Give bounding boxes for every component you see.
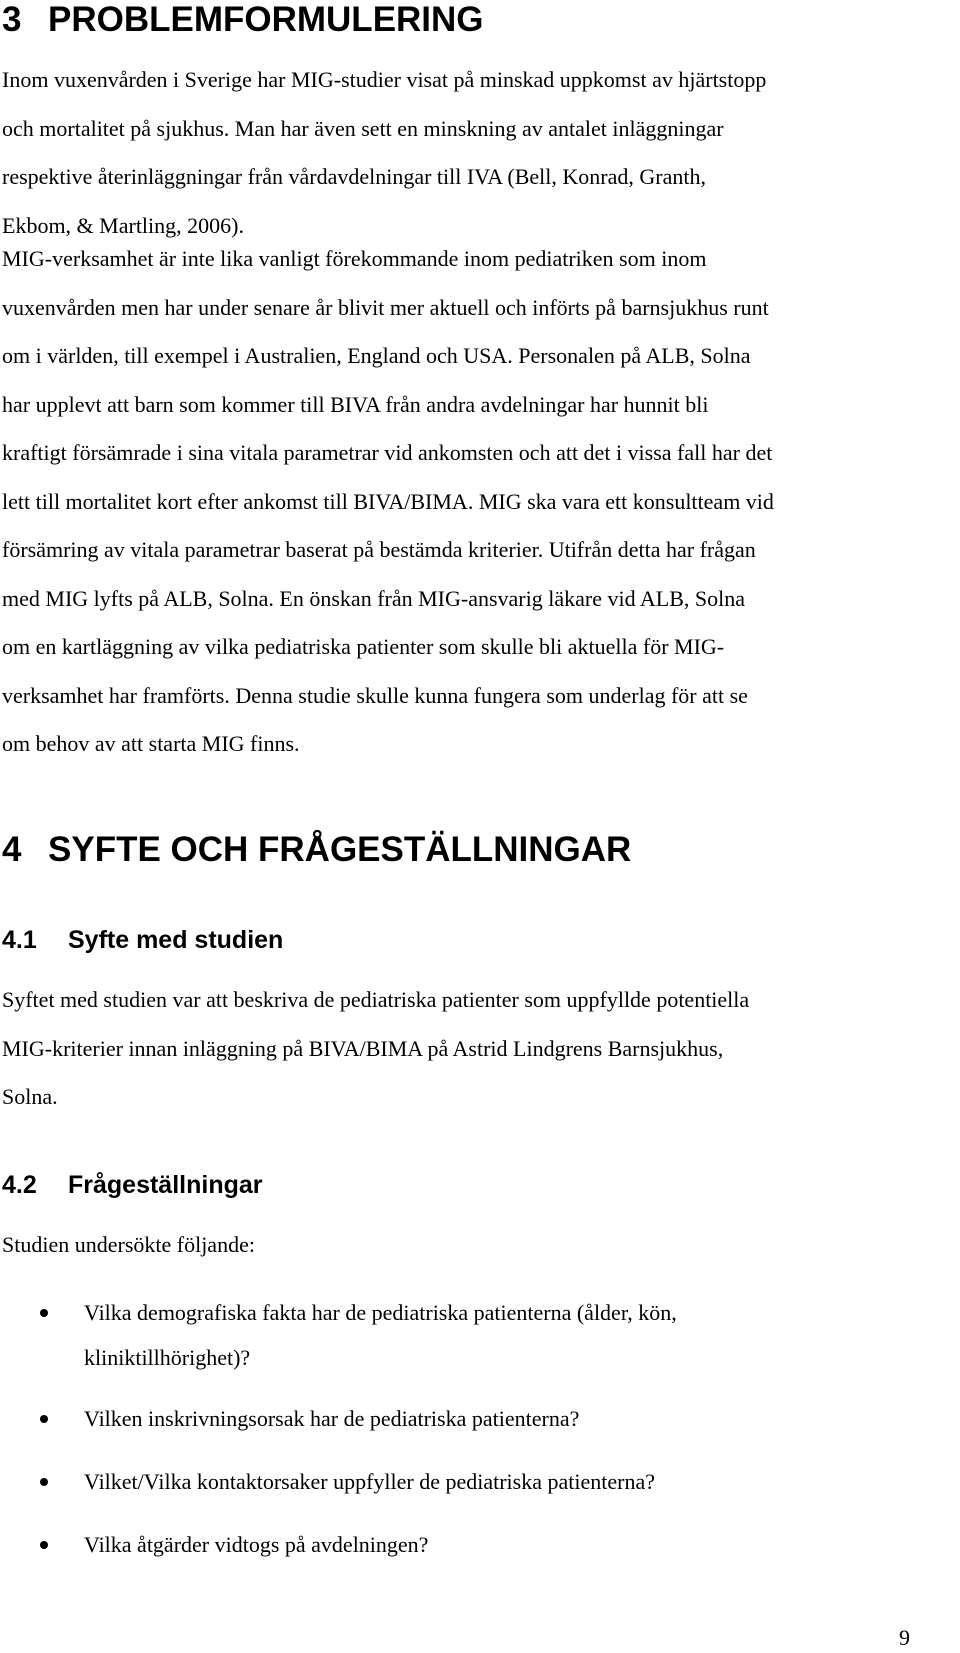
text-line: har upplevt att barn som kommer till BIVA från andra avdelningar har hunnit bli — [2, 391, 709, 417]
section-4-1-title: Syfte med studien — [68, 926, 284, 954]
text-line: om en kartläggning av vilka pediatriska patienter som skulle bli aktuella för MIG- — [2, 634, 725, 659]
section-4-2-intro — [2, 1221, 952, 1270]
section-4-2-title: Frågeställningar — [68, 1171, 263, 1199]
section-4-2-number: 4.2 — [2, 1171, 37, 1199]
text-line: försämring av vitala parametrar baserat på bestämda kriterier. Utifrån detta har frågan — [2, 537, 756, 562]
section-4-heading — [2, 830, 631, 870]
text-line: och mortalitet på sjukhus. Man har även sett en minskning av antalet inläggningar — [2, 115, 724, 141]
page-number: 9 — [899, 1625, 910, 1650]
text-line: Ekbom, & Martling, 2006). — [2, 212, 244, 238]
list-item — [2, 1290, 932, 1380]
text-line: Vilka åtgärder vidtogs på avdelningen? — [84, 1532, 429, 1557]
section-3-paragraph-1 — [2, 56, 952, 250]
list-item — [2, 1396, 932, 1441]
section-3-number: 3 — [2, 0, 22, 39]
text-line: om behov av att starta MIG finns. — [2, 731, 300, 756]
list-item — [2, 1522, 932, 1567]
bullet-icon — [40, 1309, 48, 1317]
section-3-heading — [2, 0, 484, 40]
text-line: Vilken inskrivningsorsak har de pediatriska patienterna? — [84, 1406, 580, 1431]
bullet-icon — [40, 1478, 48, 1486]
section-4-title: SYFTE OCH FRÅGESTÄLLNINGAR — [48, 830, 632, 869]
text-line: Vilka demografiska fakta har de pediatriska patienterna (ålder, kön, — [84, 1300, 677, 1325]
text-line: om i världen, till exempel i Australien, England och USA. Personalen på ALB, Solna — [2, 343, 751, 368]
text-line: respektive återinläggningar från vårdavdelningar till IVA (Bell, Konrad, Granth, — [2, 164, 706, 189]
text-line: Vilket/Vilka kontaktorsaker uppfyller de pediatriska patienterna? — [84, 1469, 655, 1494]
text-line: med MIG lyfts på ALB, Solna. En önskan från MIG-ansvarig läkare vid ALB, Solna — [2, 585, 745, 611]
text-line: MIG-kriterier innan inläggning på BIVA/BIMA på Astrid Lindgrens Barnsjukhus, — [2, 1035, 724, 1061]
text-line: kliniktillhörighet)? — [84, 1345, 251, 1370]
text-line: lett till mortalitet kort efter ankomst till BIVA/BIMA. MIG ska vara ett konsultteam vid — [2, 488, 774, 514]
bullet-icon — [40, 1415, 48, 1423]
section-4-2-heading — [2, 1170, 263, 1200]
section-3-title: PROBLEMFORMULERING — [48, 0, 484, 39]
section-4-1-number: 4.1 — [2, 926, 37, 954]
text-line: Syftet med studien var att beskriva de pediatriska patienter som uppfyllde potentiella — [2, 987, 750, 1012]
text-line: Inom vuxenvården i Sverige har MIG-studier visat på minskad uppkomst av hjärtstopp — [2, 67, 767, 92]
section-4-1-paragraph — [2, 976, 952, 1122]
text-line: Studien undersökte följande: — [2, 1232, 255, 1257]
text-line: MIG-verksamhet är inte lika vanligt förekommande inom pediatriken som inom — [2, 246, 707, 271]
bullet-icon — [40, 1541, 48, 1549]
list-item — [2, 1459, 932, 1504]
text-line: verksamhet har framförts. Denna studie skulle kunna fungera som underlag för att se — [2, 682, 748, 708]
text-line: Solna. — [2, 1084, 58, 1109]
section-3-paragraph-2 — [2, 235, 952, 769]
section-4-number: 4 — [2, 830, 22, 869]
text-line: kraftigt försämrade i sina vitala parametrar vid ankomsten och att det i vissa fall har det — [2, 440, 773, 465]
text-line: vuxenvården men har under senare år blivit mer aktuell och införts på barnsjukhus runt — [2, 294, 769, 320]
question-list — [2, 1290, 932, 1567]
section-4-1-heading — [2, 925, 283, 955]
